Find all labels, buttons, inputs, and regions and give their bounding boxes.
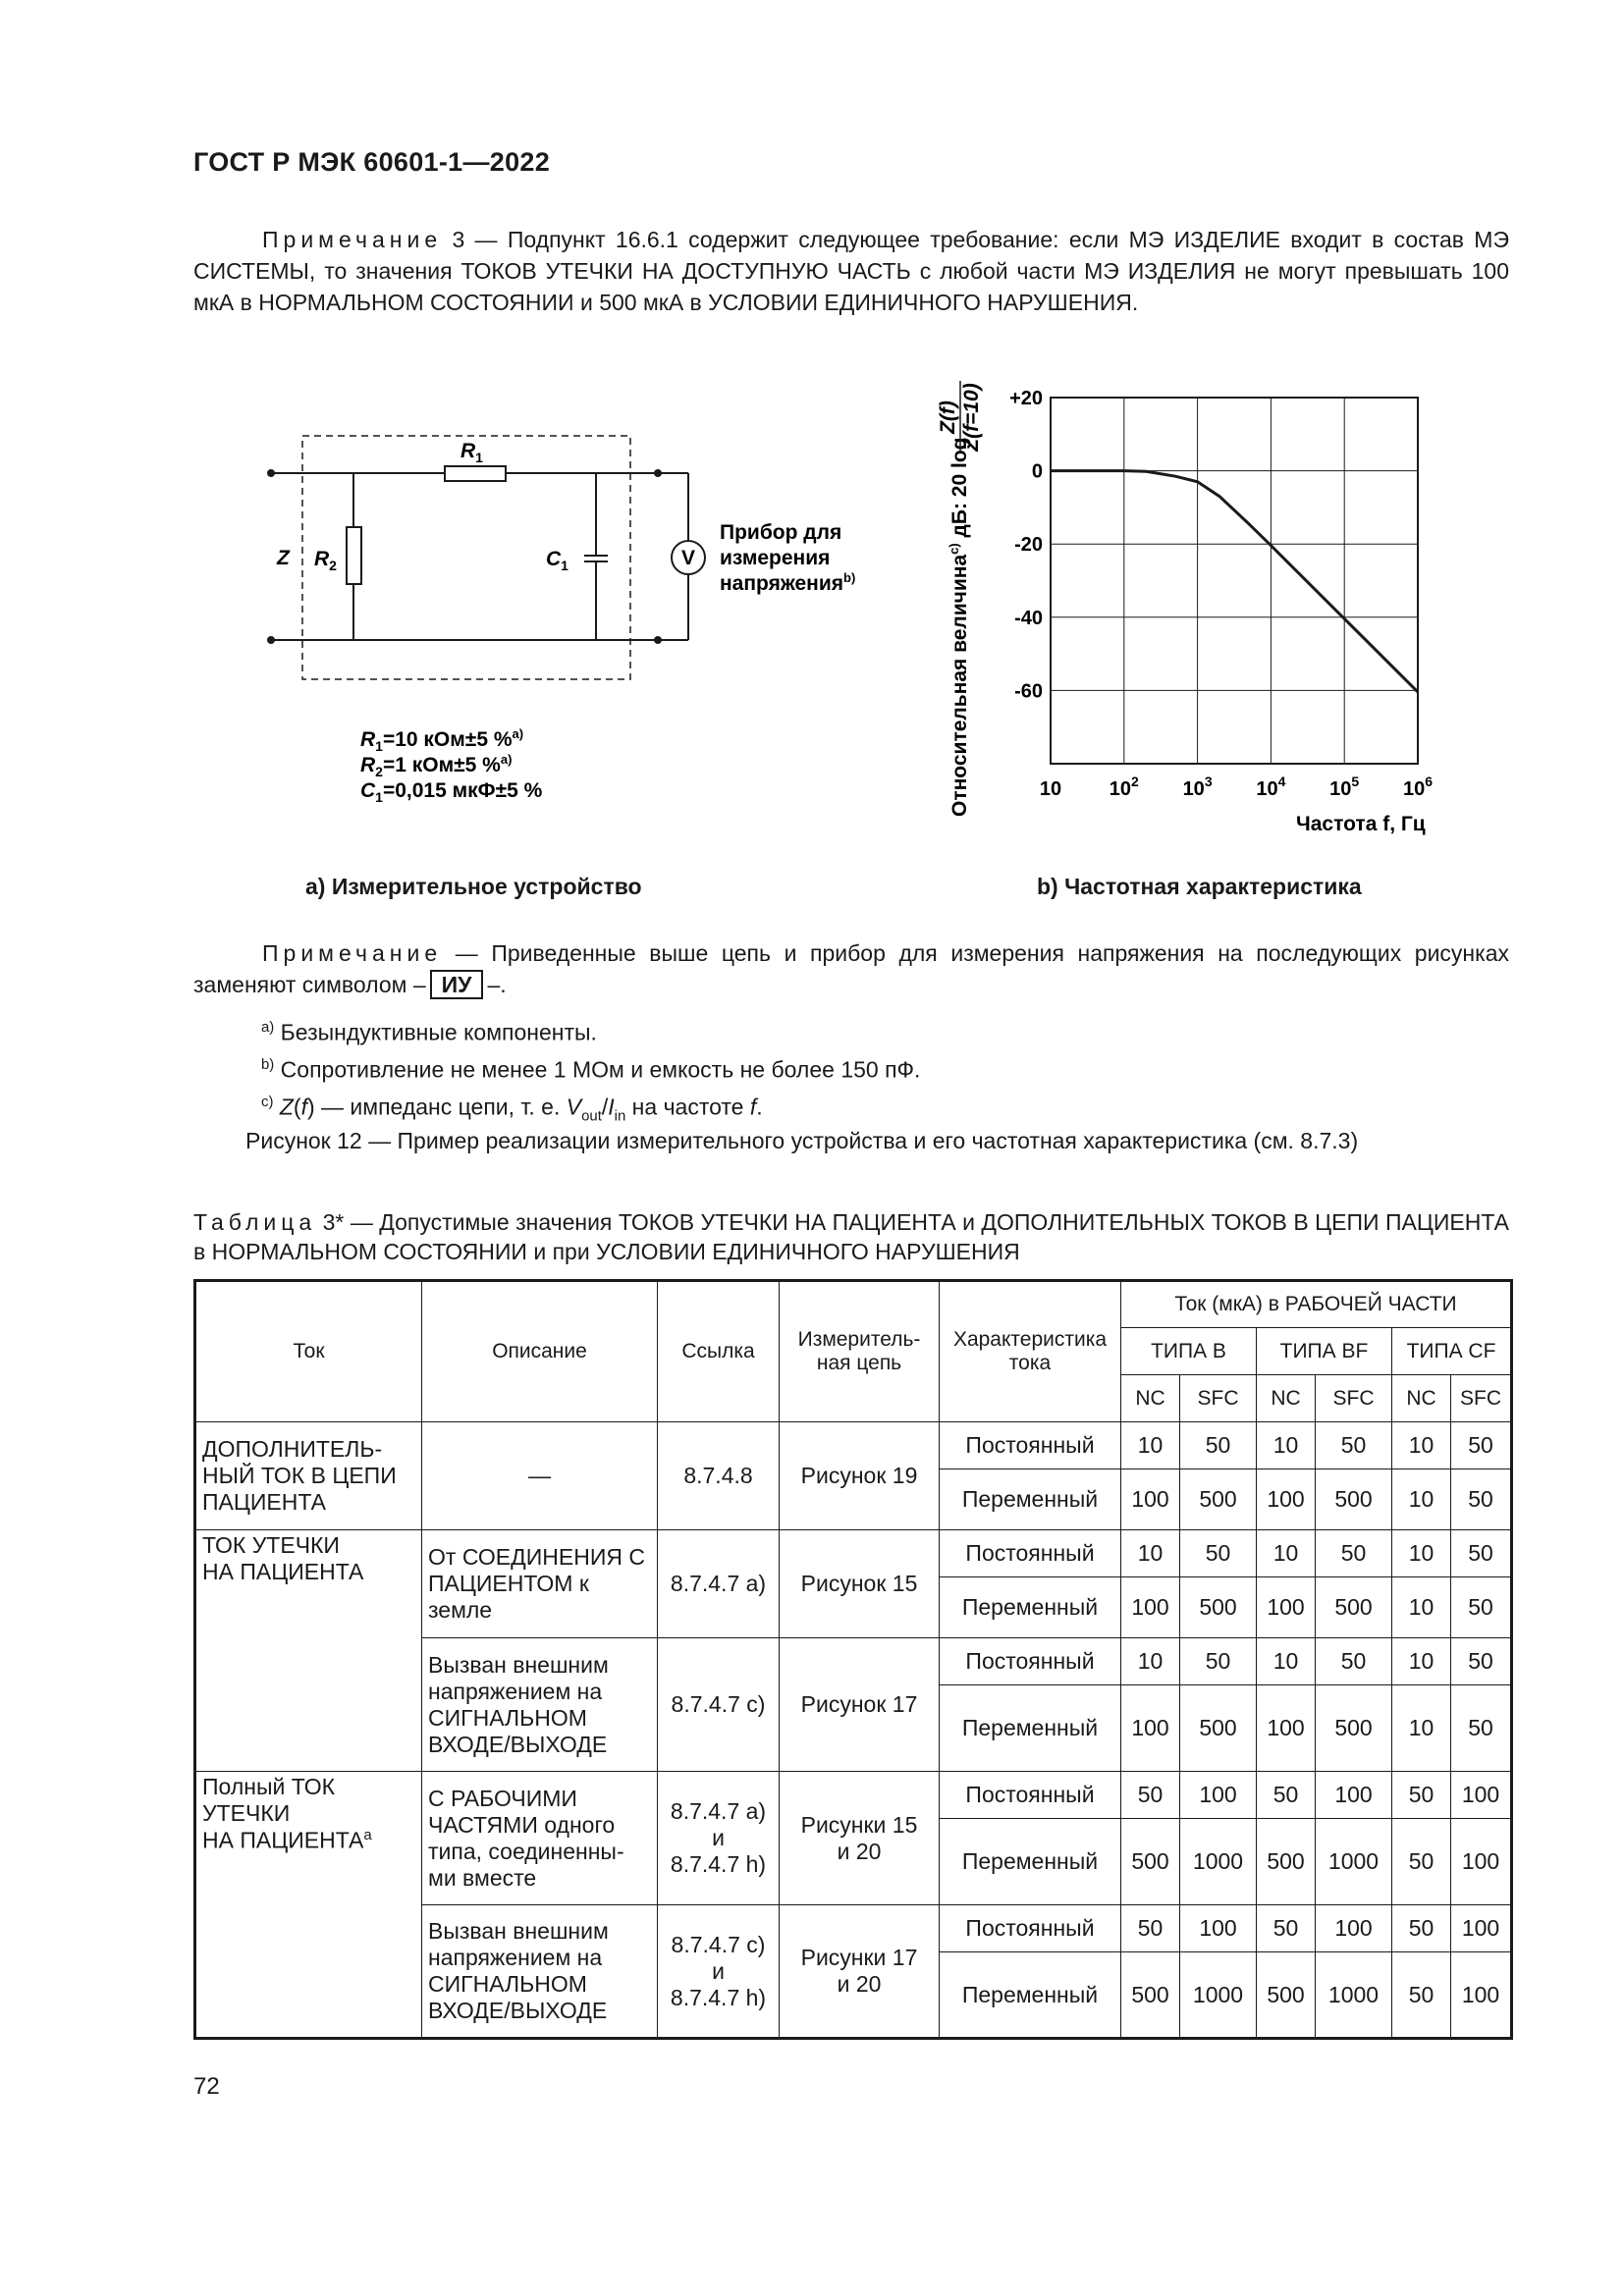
r2-label: $R_2$: [314, 548, 337, 573]
cell-value: 10: [1392, 1685, 1451, 1772]
response-curve: [1051, 471, 1418, 692]
chart-ytick-label: +20: [1009, 388, 1043, 409]
cell-value: 100: [1451, 1772, 1512, 1819]
cell-value: 100: [1451, 1819, 1512, 1905]
cell-value: 100: [1121, 1685, 1180, 1772]
cell-value: 100: [1316, 1772, 1392, 1819]
cell-value: 100: [1451, 1952, 1512, 2039]
chart-xtick-label: $10^4$: [1256, 774, 1286, 800]
ylabel-frac-num: Z(f): [937, 400, 959, 434]
cell-value: 50: [1451, 1577, 1512, 1638]
note-3-text: 3 — Подпункт 16.6.1 содержит следующее требование: если МЭ ИЗДЕЛИЕ входит в состав МЭ СИСТЕМЫ, то значения ТОКОВ УТЕЧКИ НА ДОСТУПНУЮ ЧАСТЬ с любой части МЭ ИЗДЕЛИЯ не могут превышать 100 мкА в НОРМАЛЬНОМ СОСТОЯНИИ и 500 мкА в УСЛОВИИ ЕДИНИЧНОГО НАРУШЕНИЯ.: [193, 227, 1509, 315]
table-title-label: Таблица: [193, 1209, 317, 1235]
cell-value: 10: [1257, 1530, 1316, 1577]
terminal-dot: [267, 469, 275, 477]
cell-value: 50: [1451, 1638, 1512, 1685]
cell-value: 10: [1392, 1638, 1451, 1685]
header-current-group: Ток (мкА) в РАБОЧЕЙ ЧАСТИ: [1121, 1281, 1512, 1328]
cell-desc: —: [422, 1422, 658, 1530]
circuit-caption: a) Измерительное устройство: [305, 874, 642, 899]
cell-ref: 8.7.4.7 c) и 8.7.4.7 h): [658, 1905, 780, 2039]
cell-tok: Полный ТОК УТЕЧКИ НА ПАЦИЕНТА$^a$: [195, 1772, 422, 2039]
chart-xtick-label: $10^5$: [1329, 774, 1360, 800]
r1-label: $R_1$: [460, 440, 483, 465]
meter-label-2: измерения: [720, 547, 831, 569]
cell-value: 50: [1392, 1905, 1451, 1952]
chart-ytick-label: 0: [1031, 460, 1043, 483]
document-header: ГОСТ Р МЭК 60601-1—2022: [193, 147, 551, 177]
cell-value: 10: [1121, 1638, 1180, 1685]
spec-r2: $R_2=1$ кОм±5 %$^{a)}$: [360, 752, 513, 779]
cell-char: Постоянный: [940, 1530, 1121, 1577]
cell-value: 10: [1392, 1422, 1451, 1469]
cell-value: 100: [1257, 1469, 1316, 1530]
cell-char: Переменный: [940, 1685, 1121, 1772]
cell-value: 50: [1392, 1772, 1451, 1819]
meter-label-3: напряжения$^{b)}$: [720, 570, 856, 595]
cell-value: 50: [1180, 1422, 1257, 1469]
cell-value: 10: [1392, 1577, 1451, 1638]
cell-char: Постоянный: [940, 1638, 1121, 1685]
cell-value: 50: [1180, 1638, 1257, 1685]
cell-desc: С РАБОЧИМИ ЧАСТЯМИ одного типа, соединенны-ми вместе: [422, 1772, 658, 1905]
resistor-r1: [445, 466, 506, 481]
resistor-r2: [347, 527, 361, 584]
cell-value: 100: [1121, 1469, 1180, 1530]
cell-value: 50: [1180, 1530, 1257, 1577]
meter-label-1: Прибор для: [720, 521, 842, 544]
cell-value: 10: [1257, 1638, 1316, 1685]
cell-value: 50: [1121, 1772, 1180, 1819]
cell-value: 50: [1451, 1685, 1512, 1772]
cell-value: 10: [1392, 1469, 1451, 1530]
note-main: [193, 937, 1509, 1000]
header-nc: NC: [1257, 1375, 1316, 1422]
cell-value: 500: [1180, 1577, 1257, 1638]
cell-value: 1000: [1316, 1952, 1392, 2039]
cell-value: 500: [1316, 1469, 1392, 1530]
cell-tok: ТОК УТЕЧКИ НА ПАЦИЕНТА: [195, 1530, 422, 1772]
page-number: 72: [193, 2073, 220, 2100]
chart-ylabel: Относительная величина$^{c)}$ дБ: 20 log: [947, 437, 971, 817]
note-3-label: Примечание: [262, 227, 443, 252]
cell-circuit: Рисунки 15 и 20: [780, 1772, 940, 1905]
cell-circuit: Рисунок 19: [780, 1422, 940, 1530]
ylabel-fraction: [937, 381, 983, 454]
cell-value: 50: [1451, 1530, 1512, 1577]
header-nc: NC: [1392, 1375, 1451, 1422]
cell-value: 10: [1392, 1530, 1451, 1577]
chart-ytick-label: -20: [1014, 534, 1043, 557]
spec-r1: $R_1=10$ кОм±5 %$^{a)}$: [360, 726, 524, 754]
chart-frame: [1051, 398, 1418, 764]
cell-value: 10: [1121, 1530, 1180, 1577]
cell-value: 500: [1316, 1577, 1392, 1638]
cell-tok: ДОПОЛНИТЕЛЬ-НЫЙ ТОК В ЦЕПИ ПАЦИЕНТА: [195, 1422, 422, 1530]
cell-value: 10: [1257, 1422, 1316, 1469]
cell-value: 50: [1257, 1772, 1316, 1819]
chart-xtick-label: $10^2$: [1109, 774, 1139, 800]
table-title: [193, 1207, 1509, 1266]
chart-xtick-label: $10^3$: [1182, 774, 1213, 800]
cell-char: Постоянный: [940, 1422, 1121, 1469]
cell-ref: 8.7.4.7 c): [658, 1638, 780, 1772]
note-main-text: — Приведенные выше цепь и прибор для измерения напряжения на последующих рисунках заменяют символом –: [193, 940, 1509, 997]
cell-char: Переменный: [940, 1469, 1121, 1530]
iu-symbol: ИУ: [430, 970, 484, 999]
cell-value: 500: [1257, 1819, 1316, 1905]
cell-circuit: Рисунки 17 и 20: [780, 1905, 940, 2039]
header-nc: NC: [1121, 1375, 1180, 1422]
cell-value: 50: [1451, 1469, 1512, 1530]
cell-value: 500: [1180, 1469, 1257, 1530]
header-type-bf: ТИПА BF: [1257, 1328, 1392, 1375]
circuit-diagram: [255, 422, 884, 815]
cell-ref: 8.7.4.7 a): [658, 1530, 780, 1638]
cell-value: 500: [1257, 1952, 1316, 2039]
cell-circuit: Рисунок 17: [780, 1638, 940, 1772]
cell-value: 50: [1316, 1530, 1392, 1577]
header-type-cf: ТИПА CF: [1392, 1328, 1512, 1375]
chart-caption: b) Частотная характеристика: [1037, 874, 1362, 899]
chart-ytick-label: -60: [1014, 680, 1043, 703]
table-row: [195, 1422, 1512, 1469]
footnote-b: $^{b)}$ Сопротивление не менее 1 МОм и емкость не более 150 пФ.: [261, 1056, 921, 1083]
cell-value: 100: [1121, 1577, 1180, 1638]
cell-value: 50: [1392, 1952, 1451, 2039]
footnote-a: $^{a)}$ Безындуктивные компоненты.: [261, 1019, 597, 1045]
cell-value: 50: [1316, 1422, 1392, 1469]
cell-value: 50: [1392, 1819, 1451, 1905]
note-main-end: –.: [487, 972, 507, 997]
header-sfc: SFC: [1316, 1375, 1392, 1422]
header-desc: Описание: [422, 1281, 658, 1422]
cell-desc: Вызван внешним напряжением на СИГНАЛЬНОМ ВХОДЕ/ВЫХОДЕ: [422, 1905, 658, 2039]
cell-value: 500: [1121, 1952, 1180, 2039]
voltmeter-symbol: V: [681, 547, 696, 569]
note-3: [193, 224, 1509, 318]
chart-ytick-label: -40: [1014, 607, 1043, 629]
terminal-dot: [654, 469, 662, 477]
cell-value: 500: [1316, 1685, 1392, 1772]
cell-desc: От СОЕДИНЕНИЯ С ПАЦИЕНТОМ к земле: [422, 1530, 658, 1638]
frequency-chart: [923, 353, 1453, 864]
chart-xlabel: Частота f, Гц: [1296, 813, 1426, 835]
cell-value: 100: [1316, 1905, 1392, 1952]
header-sfc: SFC: [1451, 1375, 1512, 1422]
ylabel-frac-den: Z(f=10): [960, 383, 983, 452]
spec-c1: $C_1=0,015$ мкФ±5 %: [360, 779, 543, 805]
cell-char: Постоянный: [940, 1772, 1121, 1819]
cell-ref: 8.7.4.7 a) и 8.7.4.7 h): [658, 1772, 780, 1905]
chart-xtick-label: $10^6$: [1402, 774, 1434, 800]
cell-value: 50: [1257, 1905, 1316, 1952]
leakage-table: [193, 1279, 1513, 2040]
c1-label: $C_1$: [546, 548, 568, 573]
cell-value: 500: [1121, 1819, 1180, 1905]
cell-value: 1000: [1316, 1819, 1392, 1905]
cell-ref: 8.7.4.8: [658, 1422, 780, 1530]
header-type-b: ТИПА B: [1121, 1328, 1257, 1375]
header-characteristic: Характеристика тока: [940, 1281, 1121, 1422]
terminal-dot: [654, 636, 662, 644]
cell-value: 50: [1121, 1905, 1180, 1952]
cell-value: 1000: [1180, 1952, 1257, 2039]
cell-value: 50: [1316, 1638, 1392, 1685]
cell-char: Переменный: [940, 1952, 1121, 2039]
figure-caption: Рисунок 12 — Пример реализации измерительного устройства и его частотная характеристика (см. 8.7.3): [245, 1128, 1359, 1153]
cell-char: Переменный: [940, 1819, 1121, 1905]
cell-value: 100: [1451, 1905, 1512, 1952]
z-label: Z: [277, 547, 290, 569]
table-title-text: 3* — Допустимые значения ТОКОВ УТЕЧКИ НА ПАЦИЕНТА и ДОПОЛНИТЕЛЬНЫХ ТОКОВ В ЦЕПИ ПАЦИЕНТА в НОРМАЛЬНОМ СОСТОЯНИИ и при УСЛОВИИ ЕДИНИЧНОГО НАРУШЕНИЯ: [193, 1209, 1509, 1264]
cell-desc: Вызван внешним напряжением на СИГНАЛЬНОМ ВХОДЕ/ВЫХОДЕ: [422, 1638, 658, 1772]
cell-circuit: Рисунок 15: [780, 1530, 940, 1638]
cell-value: 500: [1180, 1685, 1257, 1772]
cell-value: 100: [1180, 1905, 1257, 1952]
cell-value: 100: [1180, 1772, 1257, 1819]
cell-value: 10: [1121, 1422, 1180, 1469]
header-circuit: Измеритель-ная цепь: [780, 1281, 940, 1422]
cell-char: Постоянный: [940, 1905, 1121, 1952]
table-row: [195, 1772, 1512, 1819]
footnote-c: $^{c)}$ Z(f) — импеданс цепи, т. е. $V_{out}/I_{in}$ на частоте f.: [261, 1094, 763, 1125]
cell-value: 100: [1257, 1685, 1316, 1772]
chart-xtick-label: 10: [1039, 778, 1062, 800]
header-tok: Ток: [195, 1281, 422, 1422]
header-ref: Ссылка: [658, 1281, 780, 1422]
terminal-dot: [267, 636, 275, 644]
table-row: [195, 1530, 1512, 1577]
cell-value: 1000: [1180, 1819, 1257, 1905]
cell-char: Переменный: [940, 1577, 1121, 1638]
cell-value: 100: [1257, 1577, 1316, 1638]
header-sfc: SFC: [1180, 1375, 1257, 1422]
note-main-label: Примечание: [262, 940, 443, 966]
cell-value: 50: [1451, 1422, 1512, 1469]
